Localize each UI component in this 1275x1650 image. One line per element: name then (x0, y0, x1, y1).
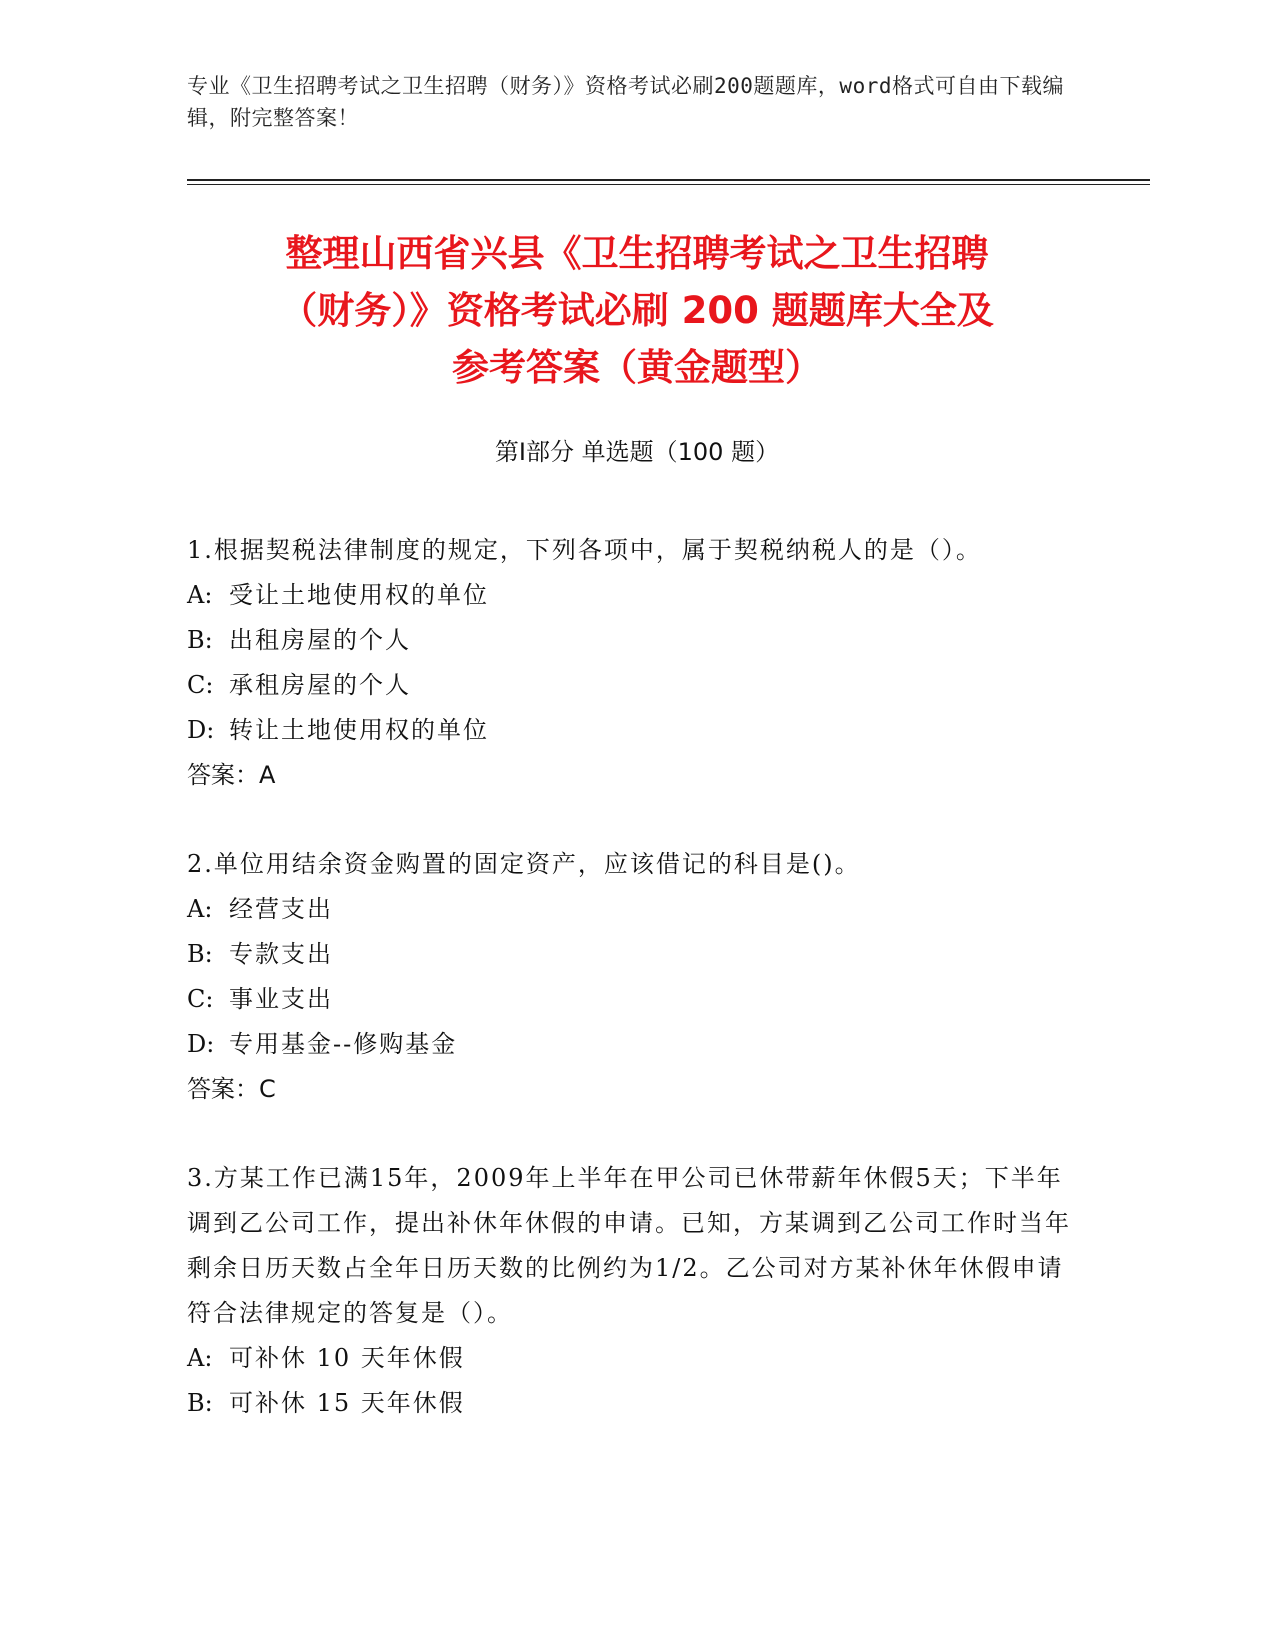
option-text: 可补休 10 天年休假 (229, 1344, 465, 1372)
title-line-3: 参考答案（黄金题型） (452, 346, 822, 389)
question-stem: 2.单位用结余资金购置的固定资产，应该借记的科目是()。 (187, 850, 861, 878)
header-divider-thin (187, 184, 1150, 185)
option-letter: B: (187, 626, 213, 654)
option-b (187, 932, 1087, 977)
option-text: 专款支出 (229, 940, 333, 968)
option-a (187, 887, 1087, 932)
option-a (187, 573, 1087, 618)
header-divider-thick (187, 179, 1150, 181)
option-text: 专用基金--修购基金 (229, 1030, 458, 1058)
question-2 (187, 842, 1087, 1112)
option-text: 承租房屋的个人 (229, 671, 411, 699)
option-letter: A: (187, 895, 213, 923)
option-text: 事业支出 (229, 985, 333, 1013)
option-text: 出租房屋的个人 (229, 626, 411, 654)
option-text: 可补休 15 天年休假 (229, 1389, 465, 1417)
option-a (187, 1336, 1087, 1381)
option-text: 经营支出 (229, 895, 333, 923)
option-d (187, 1022, 1087, 1067)
option-letter: C: (187, 671, 214, 699)
question-list (187, 528, 1087, 1470)
option-letter: D: (187, 1030, 215, 1058)
question-stem: 3.方某工作已满15年，2009年上半年在甲公司已休带薪年休假5天；下半年调到乙公司工作，提出补休年休假的申请。已知，方某调到乙公司工作时当年剩余日历天数占全年日历天数的比例约为1/2。乙公司对方某补休年休假申请符合法律规定的答复是（）。 (187, 1164, 1071, 1327)
title-line-1: 整理山西省兴县《卫生招聘考试之卫生招聘 (285, 232, 989, 275)
question-stem: 1.根据契税法律制度的规定，下列各项中，属于契税纳税人的是（）。 (187, 536, 982, 564)
answer-line: 答案：C (187, 1075, 276, 1103)
option-letter: C: (187, 985, 214, 1013)
section-heading: 第Ⅰ部分 单选题（100 题） (494, 438, 780, 466)
option-letter: A: (187, 1344, 213, 1372)
option-text: 受让土地使用权的单位 (229, 581, 489, 609)
title-line-2: （财务）》资格考试必刷 200 题题库大全及 (280, 289, 994, 332)
option-text: 转让土地使用权的单位 (229, 716, 489, 744)
header-note: 专业《卫生招聘考试之卫生招聘（财务）》资格考试必刷200题题库，word格式可自由下载编辑，附完整答案！ (187, 74, 1064, 130)
question-3 (187, 1156, 1087, 1426)
option-letter: A: (187, 581, 213, 609)
option-c (187, 977, 1087, 1022)
answer-line: 答案：A (187, 761, 276, 789)
option-b (187, 618, 1087, 663)
document-title (187, 225, 1087, 396)
option-letter: D: (187, 716, 215, 744)
option-letter: B: (187, 940, 213, 968)
option-b (187, 1381, 1087, 1426)
option-letter: B: (187, 1389, 213, 1417)
option-c (187, 663, 1087, 708)
question-1 (187, 528, 1087, 798)
option-d (187, 708, 1087, 753)
